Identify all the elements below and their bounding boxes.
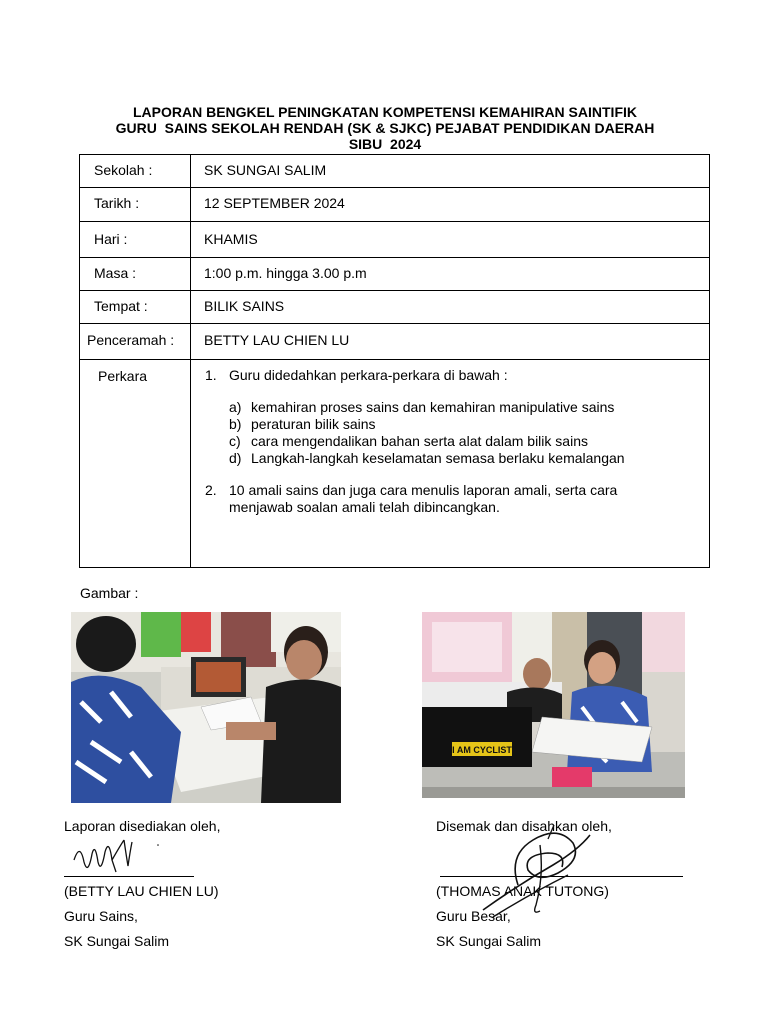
item-text: Guru didedahkan perkara-perkara di bawah :: [229, 367, 508, 383]
row-value: SK SUNGAI SALIM: [204, 162, 327, 178]
row-value: 1:00 p.m. hingga 3.00 p.m: [204, 265, 367, 281]
row-label: Hari :: [94, 231, 128, 247]
prepared-by-text: Laporan disediakan oleh,: [64, 818, 221, 834]
title-line-3: SIBU 2024: [348, 136, 422, 152]
title-line-1: LAPORAN BENGKEL PENINGKATAN KOMPETENSI KEMAHIRAN SAINTIFIK: [132, 104, 637, 120]
gambar-label: Gambar :: [80, 585, 139, 601]
left-signature-line: [64, 876, 194, 877]
table-row-perkara: [80, 360, 710, 568]
row-value: KHAMIS: [204, 231, 258, 247]
sub-list: [229, 399, 709, 467]
row-value: 12 SEPTEMBER 2024: [204, 195, 345, 211]
right-signatory-school: SK Sungai Salim: [436, 933, 542, 949]
item-number: 2.: [205, 482, 217, 498]
row-label: Masa :: [94, 265, 137, 281]
list-item: [229, 399, 709, 416]
table-row: [80, 155, 710, 188]
item-text: peraturan bilik sains: [251, 416, 376, 432]
list-item: [205, 482, 709, 516]
list-item: [229, 450, 709, 467]
row-label: Penceramah :: [87, 332, 175, 348]
table-row: [80, 188, 710, 222]
title-line-2: GURU SAINS SEKOLAH RENDAH (SK & SJKC) PEJABAT PENDIDIKAN DAERAH: [115, 120, 655, 136]
item-letter: d): [229, 450, 242, 466]
approved-by-text: Disemak dan disahkan oleh,: [436, 818, 612, 834]
row-value: BETTY LAU CHIEN LU: [204, 332, 350, 348]
list-item: [205, 367, 709, 384]
workshop-photo-2: [422, 612, 685, 798]
item-number: 1.: [205, 367, 217, 383]
item-text: cara mengendalikan bahan serta alat dalam bilik sains: [251, 433, 588, 449]
perkara-content: [191, 360, 709, 516]
item-text: Langkah-langkah keselamatan semasa berlaku kemalangan: [251, 450, 625, 466]
left-signatory-name: (BETTY LAU CHIEN LU): [64, 883, 219, 899]
list-item: [229, 433, 709, 450]
betty-signature-image: [68, 832, 168, 880]
document-title: [60, 104, 710, 152]
item-letter: c): [229, 433, 241, 449]
table-row: [80, 324, 710, 360]
item-text-line: menjawab soalan amali telah dibincangkan.: [229, 499, 500, 515]
row-label: Tarikh :: [94, 195, 140, 211]
row-value: BILIK SAINS: [204, 298, 285, 314]
table-row: [80, 258, 710, 291]
perkara-label: Perkara: [98, 368, 148, 384]
table-row: [80, 291, 710, 324]
workshop-photo-1: [71, 612, 341, 803]
row-label: Sekolah :: [94, 162, 153, 178]
list-item: [229, 416, 709, 433]
left-signatory-school: SK Sungai Salim: [64, 933, 170, 949]
right-signatory-name: (THOMAS ANAK TUTONG): [436, 883, 609, 899]
item-text-line: 10 amali sains dan juga cara menulis laporan amali, serta cara: [229, 482, 618, 498]
left-signatory-role: Guru Sains,: [64, 908, 138, 924]
laptop-sticker-text: I AM CYCLIST: [452, 745, 512, 755]
thomas-signature-image: [478, 815, 598, 925]
row-label: Tempat :: [94, 298, 148, 314]
item-text: kemahiran proses sains dan kemahiran manipulative sains: [251, 399, 615, 415]
table-row: [80, 222, 710, 258]
right-signatory-role: Guru Besar,: [436, 908, 511, 924]
info-table: [79, 154, 710, 568]
item-letter: a): [229, 399, 242, 415]
left-signatory-details: [64, 879, 219, 954]
item-letter: b): [229, 416, 242, 432]
